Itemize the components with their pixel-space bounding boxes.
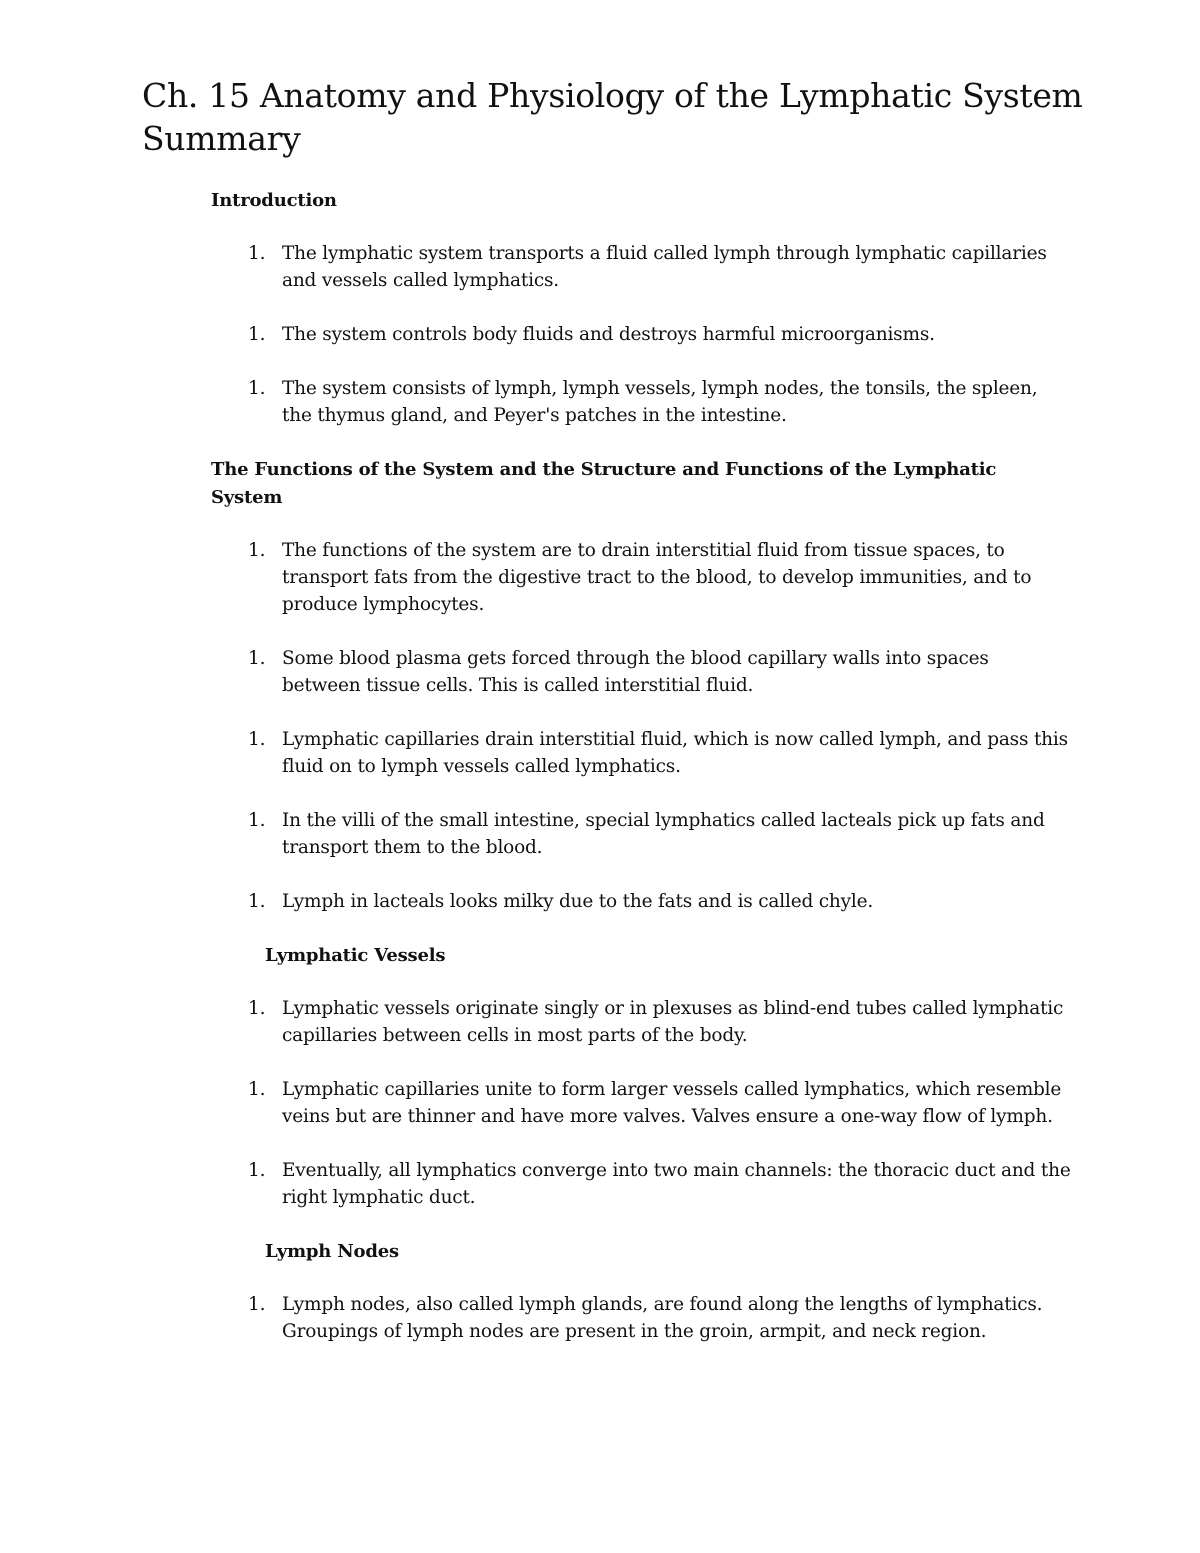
list-item-number: 1. [248,810,266,831]
list-item [211,1157,1071,1211]
list-item-text: In the villi of the small intestine, special lymphatics called lacteals pick up fats and transport them to the blood. [282,810,1045,858]
list-item-text: Lymph nodes, also called lymph glands, are found along the lengths of lymphatics. Groupings of lymph nodes are present in the groin, armpit, and neck region. [282,1294,1043,1342]
list-item-number: 1. [248,729,266,750]
list-item-number: 1. [248,378,266,399]
document-body [211,187,1071,1372]
list-item [211,995,1071,1049]
section-heading: Lymph Nodes [265,1241,399,1262]
list-item-number: 1. [248,998,266,1019]
list-item-text: Lymphatic vessels originate singly or in plexuses as blind-end tubes called lymphatic capillaries between cells in most parts of the body. [282,998,1064,1046]
list-item-text: The system controls body fluids and destroys harmful microorganisms. [282,324,935,345]
list-item-text: Lymphatic capillaries drain interstitial fluid, which is now called lymph, and pass this fluid on to lymph vessels called lymphatics. [282,729,1068,777]
section-heading: Introduction [211,190,337,211]
list-item-number: 1. [248,243,266,264]
list-item [211,375,1071,429]
list-item-text: Some blood plasma gets forced through the blood capillary walls into spaces between tissue cells. This is called interstitial fluid. [282,648,989,696]
list-item-number: 1. [248,1079,266,1100]
section-lymphatic-vessels [211,942,1071,1211]
list-item [211,726,1071,780]
section-heading: The Functions of the System and the Structure and Functions of the Lymphatic System [211,459,997,508]
list-item [211,321,1071,348]
list-item [211,1291,1071,1345]
list-item-number: 1. [248,324,266,345]
list-item-number: 1. [248,540,266,561]
list-item [211,240,1071,294]
list-item-number: 1. [248,1294,266,1315]
section-heading: Lymphatic Vessels [265,945,446,966]
list-item [211,1076,1071,1130]
list-item-number: 1. [248,648,266,669]
list-item-text: The system consists of lymph, lymph vessels, lymph nodes, the tonsils, the spleen, the thymus gland, and Peyer's patches in the intestine. [282,378,1038,426]
section-functions [211,456,1071,915]
list-item [211,807,1071,861]
list-item [211,537,1071,618]
list-item-text: Lymphatic capillaries unite to form larger vessels called lymphatics, which resemble veins but are thinner and have more valves. Valves ensure a one-way flow of lymph. [282,1079,1062,1127]
list-item-number: 1. [248,1160,266,1181]
list-item-number: 1. [248,891,266,912]
list-item-text: Eventually, all lymphatics converge into two main channels: the thoracic duct and the right lymphatic duct. [282,1160,1071,1208]
list-item-text: The lymphatic system transports a fluid called lymph through lymphatic capillaries and vessels called lymphatics. [282,243,1047,291]
page-title: Ch. 15 Anatomy and Physiology of the Lymphatic System Summary [142,76,1083,158]
section-introduction [211,187,1071,429]
list-item-text: Lymph in lacteals looks milky due to the fats and is called chyle. [282,891,874,912]
list-item [211,888,1071,915]
section-lymph-nodes [211,1238,1071,1345]
list-item-text: The functions of the system are to drain interstitial fluid from tissue spaces, to transport fats from the digestive tract to the blood, to develop immunities, and to produce lymphocytes. [282,540,1032,615]
list-item [211,645,1071,699]
